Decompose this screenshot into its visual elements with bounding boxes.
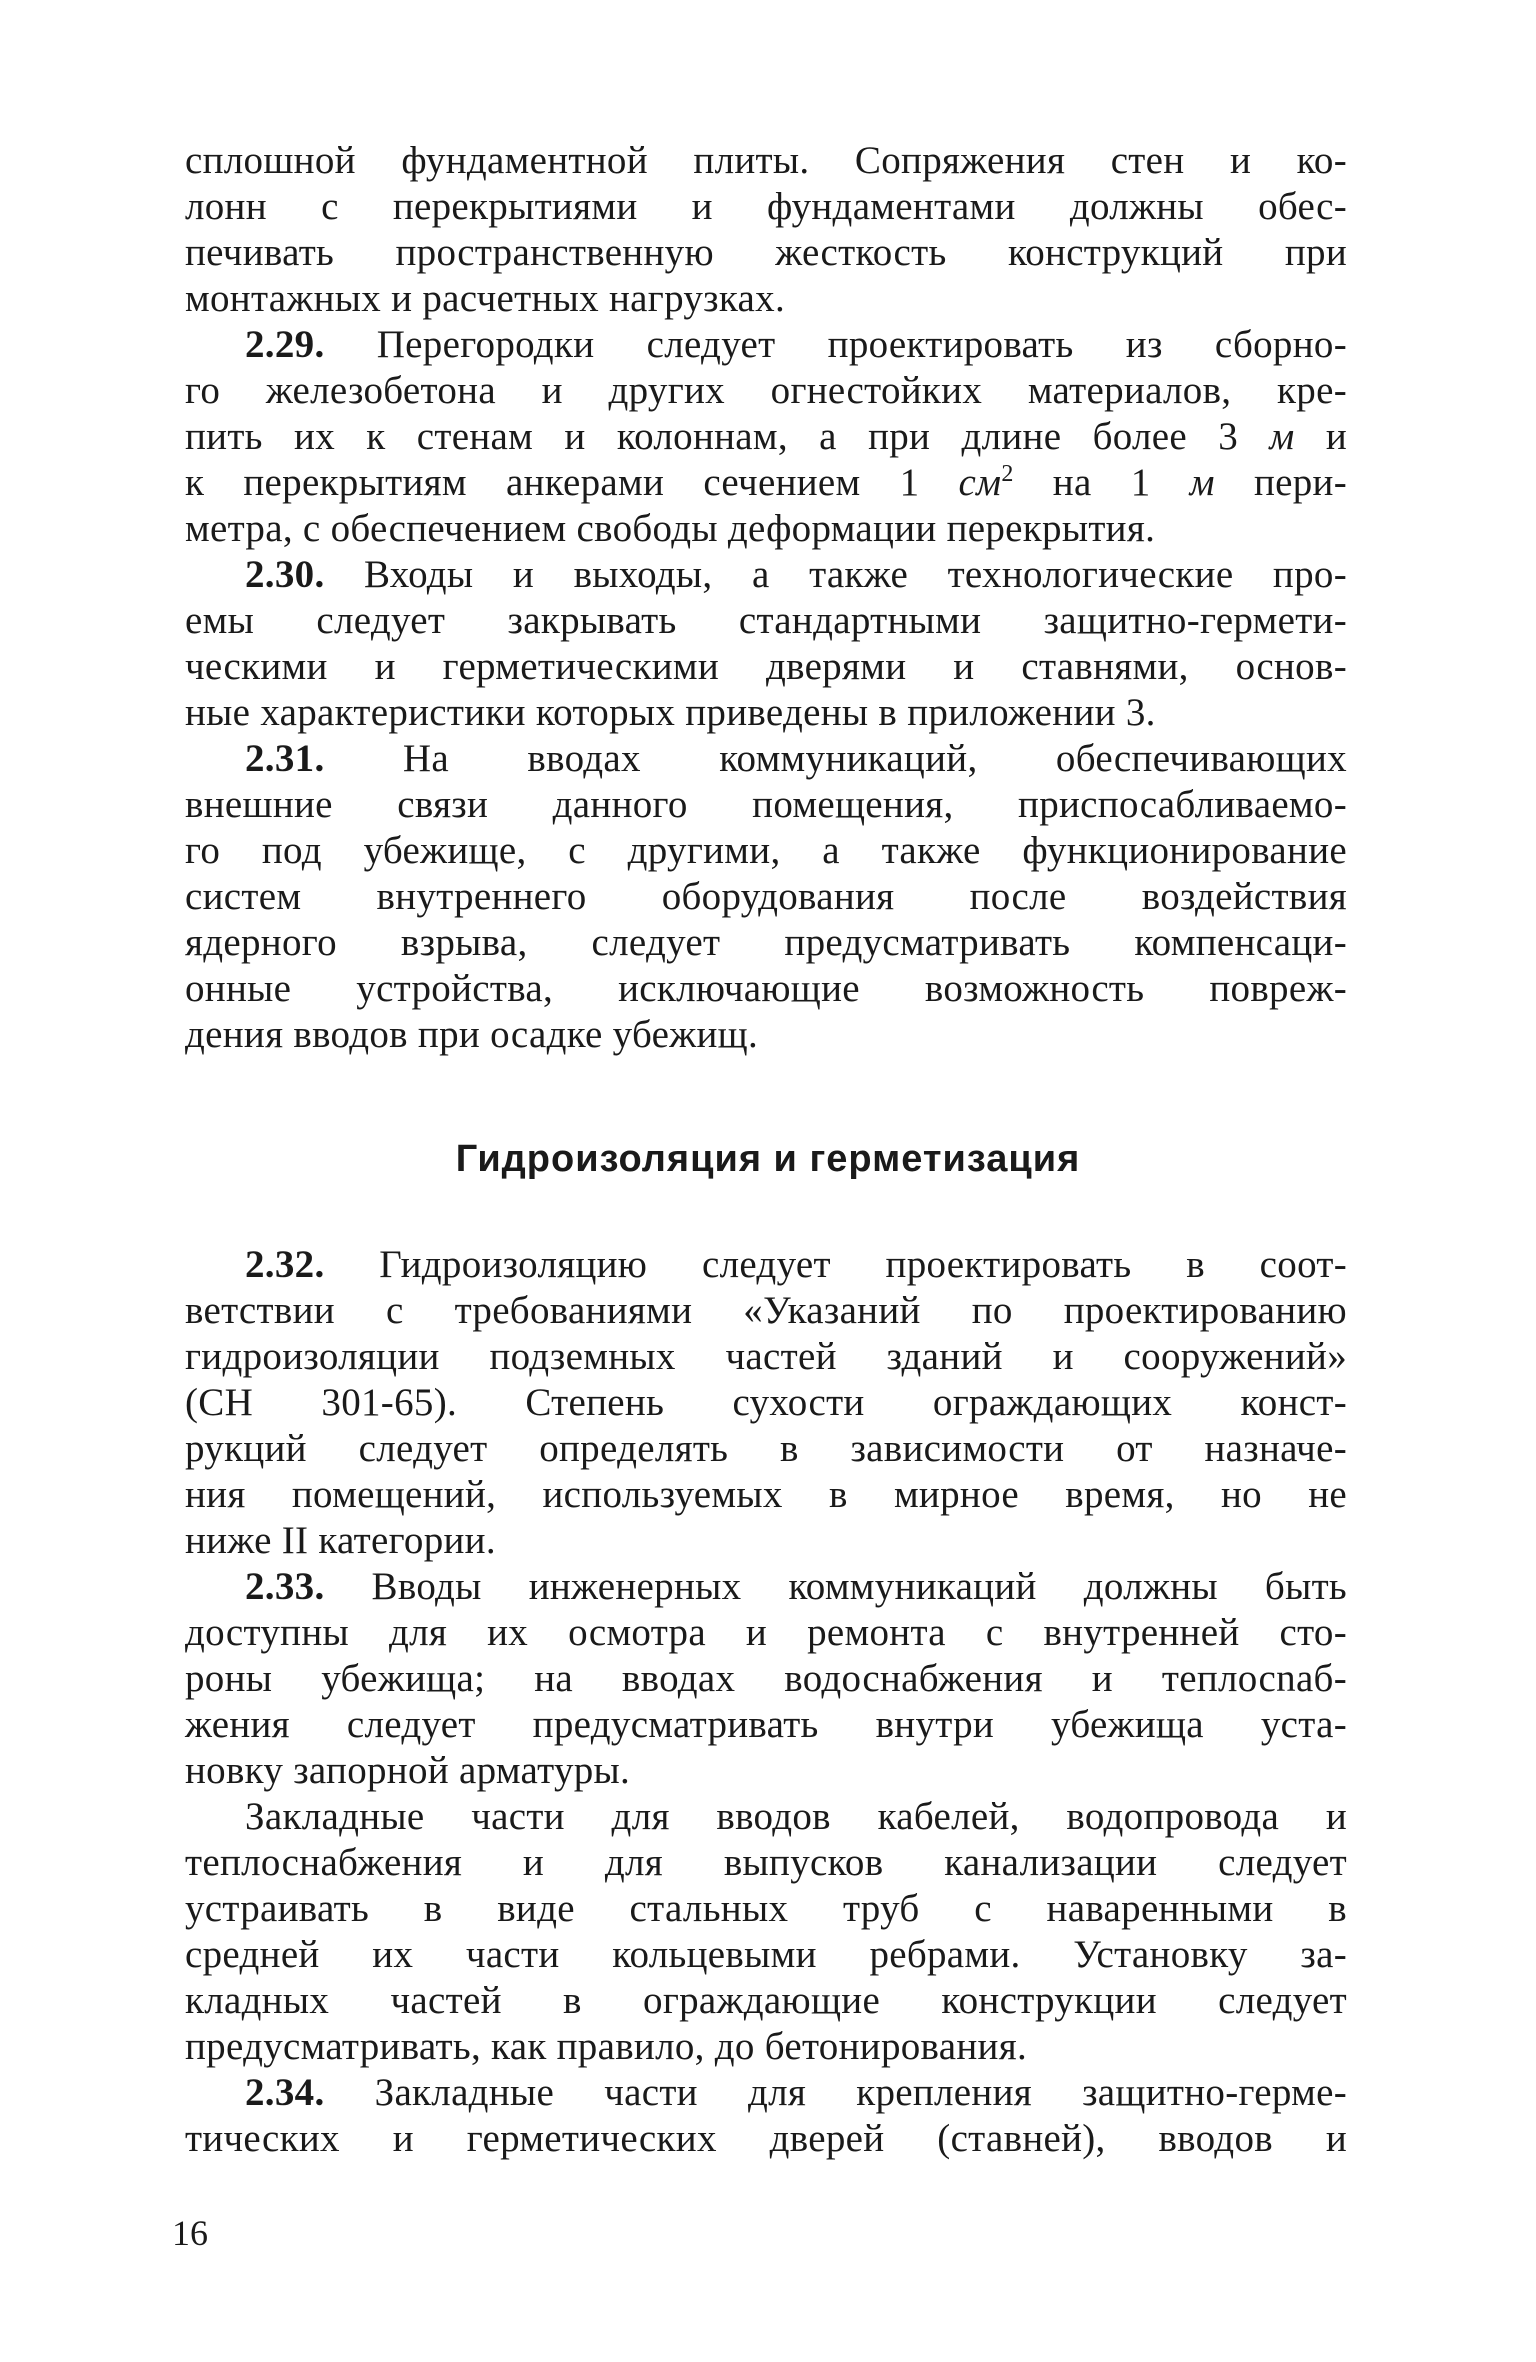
- text-fragment: Перегородки следует проектировать из сборно-: [324, 323, 1347, 366]
- text-line: (СН 301-65). Степень сухости ограждающих конст-: [185, 1381, 1347, 1424]
- text-line: систем внутреннего оборудования после воздействия: [185, 875, 1347, 918]
- superscript: 2: [1001, 461, 1014, 487]
- paragraph-2-33-first-line: [245, 1564, 1347, 1610]
- paragraph-number: 2.34.: [245, 2071, 325, 2114]
- paragraph-2-34-first-line: [245, 2070, 1347, 2116]
- paragraph-2-30-first-line: [245, 552, 1347, 598]
- text-line: сплошной фундаментной плиты. Сопряжения стен и ко-: [185, 139, 1347, 182]
- text-line: устраивать в виде стальных труб с наваренными в: [185, 1887, 1347, 1930]
- text-fragment: пери-: [1214, 461, 1347, 504]
- text-line: [185, 460, 1347, 506]
- text-line: онные устройства, исключающие возможность повреж-: [185, 967, 1347, 1010]
- text-line: [185, 414, 1347, 460]
- text-fragment: и: [1294, 415, 1348, 458]
- text-line: рукций следует определять в зависимости от назначе-: [185, 1427, 1347, 1470]
- text-fragment: к перекрытиям анкерами сечением 1: [185, 461, 959, 504]
- text-line: дения вводов при осадке убежищ.: [185, 1013, 758, 1056]
- text-line: теплоснабжения и для выпусков канализации следует: [185, 1841, 1347, 1884]
- text-fragment: Гидроизоляцию следует проектировать в соот-: [324, 1243, 1347, 1286]
- paragraph-number: 2.30.: [245, 553, 325, 596]
- paragraph-number: 2.31.: [245, 737, 325, 780]
- text-line: новку запорной арматуры.: [185, 1749, 631, 1792]
- text-fragment: Закладные части для крепления защитно-герме-: [324, 2071, 1347, 2114]
- paragraph-2-32-first-line: [245, 1242, 1347, 1288]
- text-line: гидроизоляции подземных частей зданий и сооружений»: [185, 1335, 1347, 1378]
- text-fragment: Входы и выходы, а также технологические про-: [324, 553, 1347, 596]
- text-line: роны убежища; на вводах водоснабжения и теплосnаб-: [185, 1657, 1347, 1700]
- text-line: лонн с перекрытиями и фундаментами должны обес-: [185, 185, 1347, 228]
- text-fragment: На вводах коммуникаций, обеспечивающих: [324, 737, 1347, 780]
- paragraph-number: 2.29.: [245, 323, 325, 366]
- text-line: ветствии с требованиями «Указаний по проектированию: [185, 1289, 1347, 1332]
- text-line: жения следует предусматривать внутри убежища уста-: [185, 1703, 1347, 1746]
- text-line: кладных частей в ограждающие конструкции следует: [185, 1979, 1347, 2022]
- paragraph-2-31-first-line: [245, 736, 1347, 782]
- paragraph-2-29-first-line: [245, 322, 1347, 368]
- paragraph-number: 2.33.: [245, 1565, 325, 1608]
- text-line: ческими и герметическими дверями и ставнями, основ-: [185, 645, 1347, 688]
- text-line: ниже II категории.: [185, 1519, 496, 1562]
- unit-meter: м: [1269, 415, 1295, 458]
- text-line: внешние связи данного помещения, приспосабливаемо-: [185, 783, 1347, 826]
- text-fragment: Вводы инженерных коммуникаций должны быть: [324, 1565, 1347, 1608]
- text-fragment: на 1: [1013, 461, 1190, 504]
- text-line: тических и герметических дверей (ставней), вводов и: [185, 2117, 1347, 2160]
- text-line: ния помещений, используемых в мирное время, но не: [185, 1473, 1347, 1516]
- text-line: средней их части кольцевыми ребрами. Установку за-: [185, 1933, 1347, 1976]
- section-heading: Гидроизоляция и герметизация: [455, 1138, 1081, 1180]
- text-line: доступны для их осмотра и ремонта с внутренней сто-: [185, 1611, 1347, 1654]
- text-line: го под убежище, с другими, а также функционирование: [185, 829, 1347, 872]
- unit-meter: м: [1189, 461, 1215, 504]
- text-line: монтажных и расчетных нагрузках.: [185, 277, 785, 320]
- text-line: предусматривать, как правило, до бетонирования.: [185, 2025, 1027, 2068]
- text-line: ядерного взрыва, следует предусматривать компенсаци-: [185, 921, 1347, 964]
- text-line: емы следует закрывать стандартными защитно-гермети-: [185, 599, 1347, 642]
- text-fragment: пить их к стенам и колоннам, а при длине более 3: [185, 415, 1270, 458]
- page-number: 16: [172, 2213, 208, 2253]
- text-line: го железобетона и других огнестойких материалов, кре-: [185, 369, 1347, 412]
- paragraph-number: 2.32.: [245, 1243, 325, 1286]
- text-line: ные характеристики которых приведены в приложении 3.: [185, 691, 1156, 734]
- unit-cm: см: [958, 461, 1002, 504]
- text-line: печивать пространственную жесткость конструкций при: [185, 231, 1347, 274]
- paragraph-continuation-first-line: Закладные части для вводов кабелей, водопровода и: [245, 1795, 1347, 1838]
- text-line: метра, с обеспечением свободы деформации перекрытия.: [185, 507, 1156, 550]
